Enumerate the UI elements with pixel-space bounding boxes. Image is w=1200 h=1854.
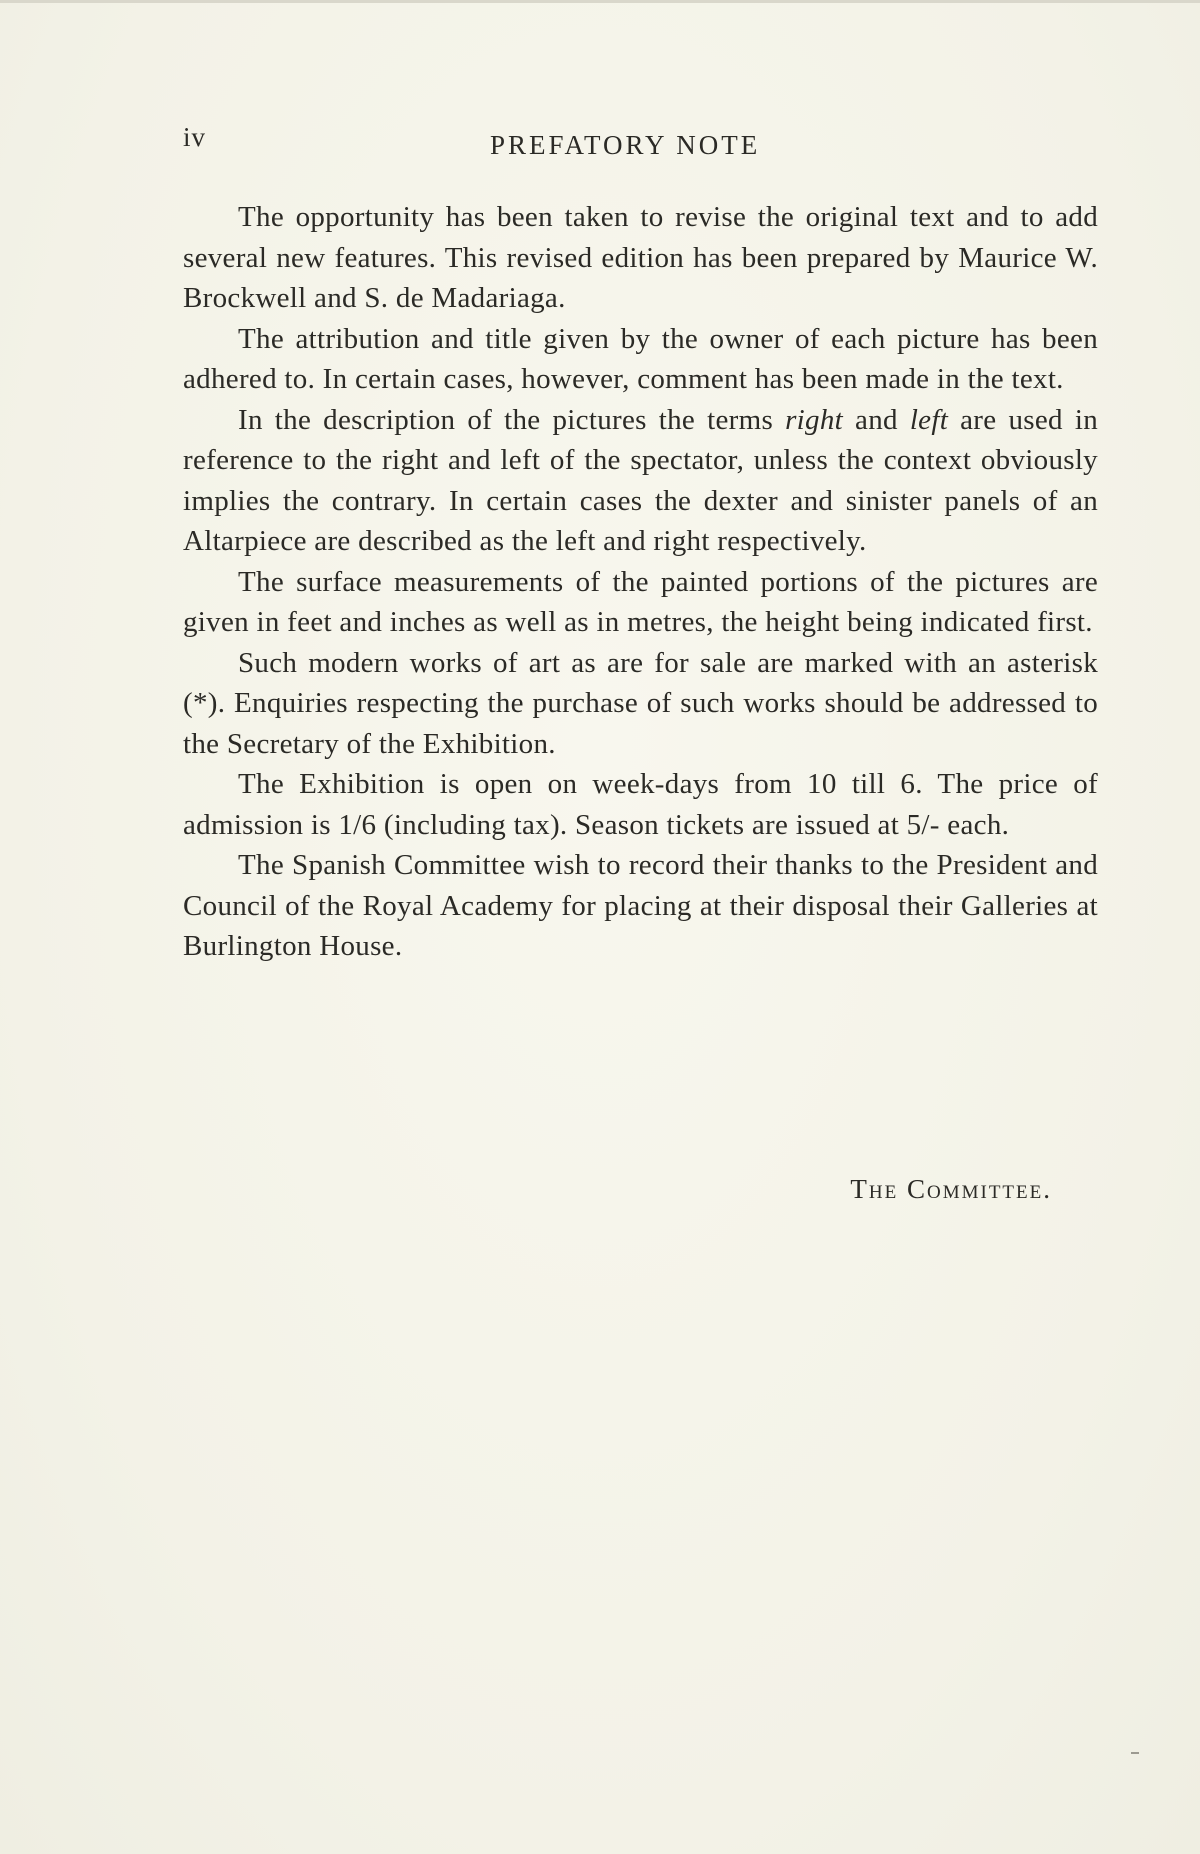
paragraph-opening-hours: The Exhibition is open on week-days from 10 till 6. The price of admission is 1/6 (including tax). Season tickets are issued at 5/- each. <box>183 768 1098 841</box>
term-left: left <box>909 403 949 436</box>
signature: The Committee. <box>850 1174 1052 1204</box>
paragraph-revised-edition: The opportunity has been taken to revise the original text and to add several new features. This revised edition has been prepared by Maurice W. Brockwell and S. de Madariaga. <box>183 201 1098 314</box>
page-number: iv <box>183 122 207 152</box>
running-head: PREFATORY NOTE <box>490 130 761 160</box>
paragraph-thanks: The Spanish Committee wish to record their thanks to the President and Council of the Royal Academy for placing at their disposal their Galleries at Burlington House. <box>183 849 1098 962</box>
page-top-edge <box>0 0 1200 3</box>
paragraph-right-left-middle: and <box>842 403 910 436</box>
paragraph-right-left-after: are used in reference to the right and left of the spectator, unless the context obviously implies the contrary. In certain cases the dexter and sinister panels of an Altarpiece are described as the left and right respectively. <box>183 403 1098 557</box>
prefatory-note-body <box>183 197 1098 967</box>
margin-mark <box>1131 1752 1139 1754</box>
paragraph-measurements: The surface measurements of the painted portions of the pictures are given in feet and inches as well as in metres, the height being indicated first. <box>183 565 1098 638</box>
paragraph-attribution: The attribution and title given by the owner of each picture has been adhered to. In certain cases, however, comment has been made in the text. <box>183 322 1098 395</box>
paragraph-for-sale: Such modern works of art as are for sale are marked with an asterisk (*). Enquiries respecting the purchase of such works should be addressed to the Secretary of the Exhibition. <box>183 646 1098 760</box>
paragraph-right-left <box>183 400 1098 562</box>
term-right: right <box>785 403 843 436</box>
paragraph-right-left-before: In the description of the pictures the terms <box>238 403 786 436</box>
